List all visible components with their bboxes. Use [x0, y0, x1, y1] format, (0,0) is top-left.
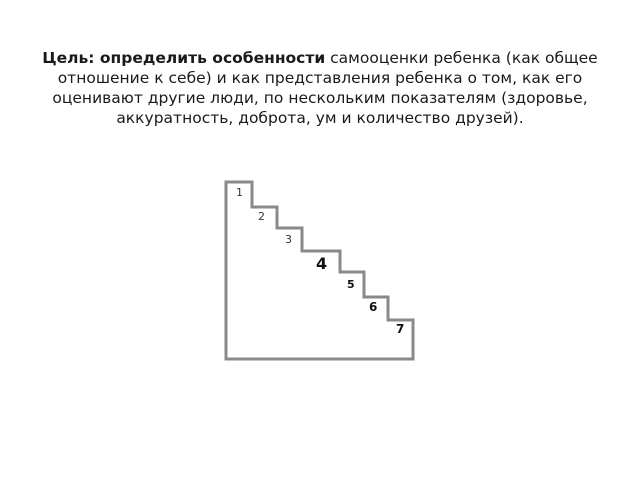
step-label-4: 4 — [316, 254, 328, 273]
step-label-1: 1 — [236, 186, 243, 199]
step-label-3: 3 — [285, 233, 292, 246]
step-label-2: 2 — [258, 210, 265, 223]
step-label-6: 6 — [369, 300, 378, 314]
step-label-7: 7 — [396, 322, 405, 336]
goal-description: самооценки ребенка (как общее отношение к себе) и как представления ребенка о том, как его оценивают другие люди, по нескольким показателям (здоровье, аккуратность, доброта, ум и количество друзей). — [52, 49, 598, 127]
step-label-5: 5 — [347, 278, 355, 291]
goal-bold-prefix: Цель: определить особенности — [42, 49, 326, 67]
